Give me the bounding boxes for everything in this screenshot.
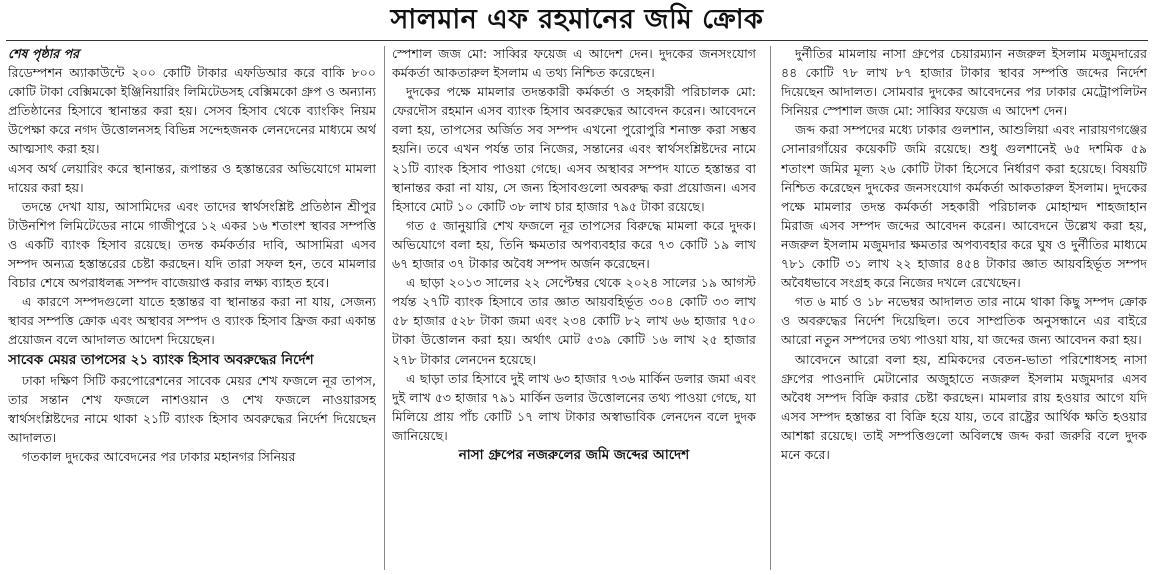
section-subheading: সাবেক মেয়র তাপসের ২১ ব্যাংক হিসাব অবরুদ্ধের নির্দেশ	[8, 351, 314, 368]
paragraph: রিডেম্পশন অ্যাকাউন্টে ২০০ কোটি টাকার এফডিআর করে বাকি ৮০০ কোটি টাকা বেক্সিমকো ইঞ্জিনিয়ারিং লিমিটেডসহ বেক্সিমকো গ্রুপ ও অন্যান্য প্রতিষ্ঠানের হিসাবে স্থানান্তর করা হয়। সেসব হিসাব থেকে ব্যাংকিং নিয়ম উপেক্ষা করে নগদ উত্তোলনসহ বিভিন্ন সন্দেহজনক লেনদেনের মাধ্যমে অর্থ আত্মসাৎ করা হয়।	[8, 65, 376, 157]
paragraph: আবেদনে আরো বলা হয়, শ্রমিকদের বেতন-ভাতা পরিশোধসহ নাসা গ্রুপের পাওনাদি মেটানোর অজুহাতে নজরুল ইসলাম মজুমদার এসব অবৈধ সম্পদ বিক্রি করার চেষ্টা করছেন। মামলার রায় হওয়ার আগে যদি এসব সম্পদ হস্তান্তর বা বিক্রি হয়ে যায়, তবে রাষ্ট্রের আর্থিক ক্ষতি হওয়ার আশঙ্কা রয়েছে। তাই সম্পত্তিগুলো অবিলম্বে জব্দ করা জরুরি বলে দুদক মনে করে।	[781, 351, 1147, 462]
paragraph: স্পেশাল জজ মো: সাব্বির ফয়েজ এ আদেশ দেন। দুদকের জনসংযোগ কর্মকর্তা আকতারুল ইসলাম এ তথ্য নিশ্চিত করেছেন।	[392, 46, 756, 81]
paragraph: জব্দ করা সম্পদের মধ্যে ঢাকার গুলশান, আশুলিয়া এবং নারায়ণগঞ্জের সোনারগাঁয়ের কয়েকটি জমি রয়েছে। শুধু গুলশানেই ৬৫ দশমিক ৫৯ শতাংশ জমির মূল্য ২৬ কোটি টাকা হিসেবে নির্ধারণ করা হয়েছে। বিষয়টি নিশ্চিত করেছেন দুদকের জনসংযোগ কর্মকর্তা আকতারুল ইসলাম। দুদকের পক্ষে মামলার তদন্ত কর্মকর্তা সহকারী পরিচালক মোহাম্মদ শাহজাহান মিরাজ এসব সম্পদ জব্দের আবেদন করেন। আবেদনে উল্লেখ করা হয়, নজরুল ইসলাম মজুমদার ক্ষমতার অপব্যবহার করে ঘুষ ও দুর্নীতির মাধ্যমে ৭৮১ কোটি ৩১ লাখ ২২ হাজার ৪৫৪ টাকার জ্ঞাত আয়বহির্ভূত সম্পদ অবৈধভাবে সংগ্রহ করে নিজের দখলে রেখেছেন।	[781, 122, 1147, 291]
paragraph: এ ছাড়া ২০১৩ সালের ২২ সেপ্টেম্বর থেকে ২০২৪ সালের ১৯ আগস্ট পর্যন্ত ২৭টি ব্যাংক হিসাবে তার জ্ঞাত আয়বহির্ভূত ৩০৪ কোটি ৩৩ লাখ ৫৮ হাজার ৫২৮ টাকা জমা এবং ২৩৪ কোটি ৮২ লাখ ৬৬ হাজার ৭৫০ টাকা উত্তোলন করা হয়। অর্থাৎ মোট ৫৩৯ কোটি ১৬ লাখ ২৫ হাজার ২৭৮ টাকার লেনদেন হয়েছে।	[392, 275, 756, 367]
paragraph: গতকাল দুদকের আবেদনের পর ঢাকার মহানগর সিনিয়র	[22, 448, 296, 464]
column-divider	[770, 46, 771, 570]
paragraph: দুদকের পক্ষে মামলার তদন্তকারী কর্মকর্তা ও সহকারী পরিচালক মো: ফেরদৌস রহমান এসব ব্যাংক হিসাব অবরুদ্ধের আবেদন করেন। আবেদনে বলা হয়, তাপসের অর্জিত সব সম্পদ এখনো পুরোপুরি শনাক্ত করা সম্ভব হয়নি। তবে এখন পর্যন্ত তার নিজের, সন্তানের এবং স্বার্থসংশ্লিষ্টদের নামে ২১টি ব্যাংক হিসাব পাওয়া গেছে। এসব অস্থাবর সম্পদ যাতে হস্তান্তর বা স্থানান্তর করা না যায়, সে জন্য হিসাবগুলো অবরুদ্ধ করা প্রয়োজন। এসব হিসাবে মোট ১০ কোটি ৩৮ লাখ চার হাজার ৭৯৫ টাকা রয়েছে।	[392, 84, 756, 214]
headline-rule	[6, 40, 1148, 41]
section-subheading: নাসা গ্রুপের নজরুলের জমি জব্দের আদেশ	[458, 446, 690, 463]
article-column-3	[781, 44, 1147, 572]
paragraph: ঢাকা দক্ষিণ সিটি করপোরেশনের সাবেক মেয়র শেখ ফজলে নূর তাপস, তার সন্তান শেখ ফজলে নাশওয়ান ও শেখ ফজলে নাওয়ারসহ স্বার্থসংশ্লিষ্টদের নামে থাকা ২১টি ব্যাংক হিসাব অবরুদ্ধের নির্দেশ দিয়েছেন আদালত।	[8, 372, 376, 445]
paragraph: এসব অর্থ লেয়ারিং করে স্থানান্তর, রূপান্তর ও হস্তান্তরের অভিযোগে মামলা দায়ের করা হয়।	[8, 160, 376, 195]
paragraph: তদন্তে দেখা যায়, আসামিদের এবং তাদের স্বার্থসংশ্লিষ্ট প্রতিষ্ঠান শ্রীপুর টাউনশিপ লিমিটেডের নামে গাজীপুরে ১২ একর ১৬ শতাংশ স্থাবর সম্পত্তি ও একটি ব্যাংক হিসাব রয়েছে। তদন্ত কর্মকর্তার দাবি, আসামিরা এসব সম্পদ অন্যত্র হস্তান্তরের চেষ্টা করছেন। যদি তারা সফল হন, তবে মামলার বিচার শেষে অপরাধলব্ধ সম্পদ বাজেয়াপ্ত করার লক্ষ্য ব্যাহত হবে।	[8, 198, 376, 291]
column-divider	[384, 46, 385, 570]
paragraph: এ ছাড়া তার হিসাবে দুই লাখ ৬৩ হাজার ৭৩৬ মার্কিন ডলার জমা এবং দুই লাখ ৫৩ হাজার ৭৯১ মার্কিন ডলার উত্তোলনের তথ্য পাওয়া গেছে, যা মিলিয়ে প্রায় পাঁচ কোটি ১৭ লাখ টাকার অস্বাভাবিক লেনদেন বলে দুদক জানিয়েছে।	[392, 370, 756, 443]
paragraph: গত ৫ জানুয়ারি শেখ ফজলে নূর তাপসের বিরুদ্ধে মামলা করে দুদক। অভিযোগে বলা হয়, তিনি ক্ষমতার অপব্যবহার করে ৭৩ কোটি ১৯ লাখ ৬৭ হাজার ৩৭ টাকার অবৈধ সম্পদ অর্জন করেছেন।	[392, 217, 756, 272]
article-column-1	[8, 44, 376, 572]
paragraph: দুর্নীতির মামলায় নাসা গ্রুপের চেয়ারম্যান নজরুল ইসলাম মজুমদারের ৪৪ কোটি ৭৮ লাখ ৮৭ হাজার টাকার স্থাবর সম্পত্তি জব্দের নির্দেশ দিয়েছেন আদালত। সোমবার দুদকের আবেদনের পর ঢাকার মেট্রোপলিটন সিনিয়র স্পেশাল জজ মো: সাব্বির ফয়েজ এ আদেশ দেন।	[781, 46, 1147, 119]
continued-byline: শেষ পৃষ্ঠার পর	[8, 46, 80, 61]
paragraph: গত ৬ মার্চ ও ১৮ নভেম্বর আদালত তার নামে থাকা কিছু সম্পদ ক্রোক ও অবরুদ্ধের নির্দেশ দিয়েছিল। তবে সাম্প্রতিক অনুসন্ধানে এর বাইরে আরো নতুন সম্পদের তথ্য পাওয়া যায়, যা জব্দের জন্য আবেদন করা হয়।	[781, 294, 1147, 348]
page-headline: সালমান এফ রহমানের জমি ক্রোক	[390, 4, 764, 35]
paragraph: এ কারণে সম্পদগুলো যাতে হস্তান্তর বা স্থানান্তর করা না যায়, সেজন্য স্থাবর সম্পত্তি ক্রোক এবং অস্থাবর সম্পদ ও ব্যাংক হিসাব ফ্রিজ করা একান্ত প্রয়োজন বলে আদালত আদেশ দিয়েছেন।	[8, 294, 376, 348]
article-column-2	[392, 44, 756, 572]
